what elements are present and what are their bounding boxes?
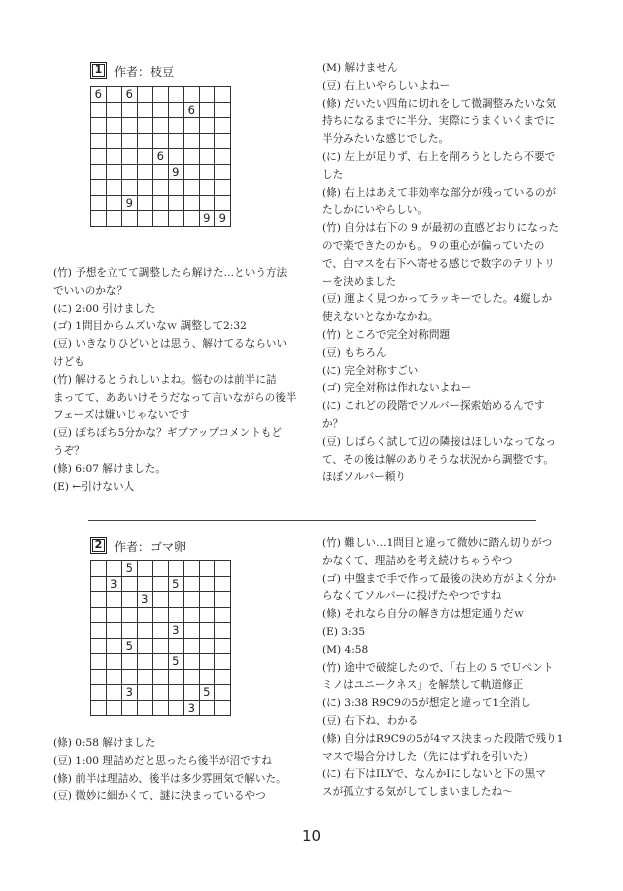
comment-line: 使えないとなかなかね。 bbox=[322, 311, 439, 324]
grid-cell bbox=[106, 654, 122, 670]
grid-cell bbox=[91, 133, 107, 149]
grid-cell: 5 bbox=[168, 576, 184, 592]
grid-cell bbox=[91, 685, 107, 701]
grid-cell bbox=[184, 133, 200, 149]
grid-cell bbox=[122, 133, 138, 149]
comment-line: (ゴ) 完全対称は作れないよねー bbox=[322, 382, 472, 395]
grid-cell: 3 bbox=[137, 592, 153, 608]
comment-line: (條) 右上はあえて非効率な部分が残っているのが bbox=[322, 186, 557, 199]
grid-cell bbox=[137, 211, 153, 227]
grid-cell: 6 bbox=[184, 102, 200, 118]
comment-line: (豆) しばらく試して辺の隣接はほしいなってなっ bbox=[322, 435, 557, 448]
comment-line: 半分みたいな感じでした。 bbox=[322, 133, 450, 146]
comment-line: (豆) いきなりひどいとは思う、解けてるならいい bbox=[53, 338, 288, 351]
grid-cell bbox=[153, 87, 169, 103]
grid-cell bbox=[215, 700, 231, 716]
grid-cell bbox=[91, 607, 107, 623]
grid-cell bbox=[184, 195, 200, 211]
grid-cell: 5 bbox=[122, 561, 138, 577]
comment-line: (豆) 運よく見つかってラッキーでした。4縦しか bbox=[322, 293, 553, 306]
grid-cell bbox=[153, 669, 169, 685]
grid-cell bbox=[168, 195, 184, 211]
comment-line: ーを決めました bbox=[322, 275, 397, 288]
comment-line: まってて、ああいけそうだなって言いながらの後半 bbox=[53, 391, 297, 404]
grid-cell bbox=[153, 211, 169, 227]
grid-cell bbox=[91, 149, 107, 165]
grid-cell bbox=[215, 195, 231, 211]
grid-cell bbox=[153, 180, 169, 196]
comment-line: ミノはユニークネス」を解禁して軌道修正 bbox=[322, 679, 524, 692]
grid-row bbox=[91, 164, 231, 180]
grid-row bbox=[91, 607, 231, 623]
comment-line: うぞ？ bbox=[53, 444, 85, 457]
puzzle-2-comments-right bbox=[322, 535, 564, 802]
grid-cell bbox=[153, 561, 169, 577]
comment-line: (竹) 難しい…1問目と違って微妙に踏ん切りがつ bbox=[322, 537, 553, 549]
comment-line: か？ bbox=[322, 417, 344, 430]
comment-line: でいいのかな？ bbox=[53, 284, 128, 297]
grid-cell bbox=[215, 102, 231, 118]
grid-cell bbox=[199, 561, 215, 577]
grid-cell bbox=[122, 669, 138, 685]
grid-cell bbox=[137, 87, 153, 103]
grid-cell bbox=[122, 576, 138, 592]
grid-cell bbox=[184, 149, 200, 165]
comment-line: (條) それなら自分の解き方は想定通りだｗ bbox=[322, 608, 525, 621]
comment-line: らなくてソルバーに投げたやつですね bbox=[322, 590, 502, 603]
grid-cell: 3 bbox=[106, 576, 122, 592]
grid-cell bbox=[106, 638, 122, 654]
comment-line: かなくて、理詰めを考え続けちゃうやつ bbox=[322, 554, 513, 567]
grid-cell bbox=[168, 561, 184, 577]
grid-cell bbox=[215, 164, 231, 180]
grid-cell bbox=[122, 607, 138, 623]
grid-cell bbox=[168, 87, 184, 103]
grid-cell: 6 bbox=[153, 149, 169, 165]
grid-cell bbox=[106, 607, 122, 623]
grid-cell bbox=[91, 638, 107, 654]
grid-cell: 6 bbox=[91, 87, 107, 103]
comment-line: (に) これどの段階でソルバー探索始めるんです bbox=[322, 400, 545, 413]
grid-row bbox=[91, 211, 231, 227]
grid-row bbox=[91, 685, 231, 701]
grid-cell bbox=[137, 149, 153, 165]
grid-cell bbox=[122, 623, 138, 639]
comment-line: けども bbox=[53, 355, 85, 368]
comment-line: フェーズは嫌いじゃないです bbox=[53, 409, 190, 422]
comment-line: (M) 4:58 bbox=[322, 643, 369, 656]
comment-line: マスで場合分けした（先にはずれを引いた） bbox=[322, 750, 534, 763]
grid-cell bbox=[153, 623, 169, 639]
grid-cell bbox=[199, 87, 215, 103]
grid-cell bbox=[137, 102, 153, 118]
puzzle-author-1: 作者：枝豆 bbox=[114, 65, 175, 79]
comment-line: (に) 左上が足りず、右上を削ろうとしたら不要で bbox=[322, 150, 556, 163]
grid-cell bbox=[215, 592, 231, 608]
grid-cell bbox=[215, 118, 231, 134]
grid-cell bbox=[137, 561, 153, 577]
grid-cell bbox=[184, 118, 200, 134]
grid-cell bbox=[215, 685, 231, 701]
grid-cell: 3 bbox=[168, 623, 184, 639]
puzzle-number-2: 2 bbox=[90, 537, 107, 554]
grid-cell bbox=[199, 149, 215, 165]
grid-row bbox=[91, 592, 231, 608]
grid-cell bbox=[91, 576, 107, 592]
grid-cell bbox=[106, 149, 122, 165]
grid-cell bbox=[106, 561, 122, 577]
puzzle-author-2: 作者：ゴマ卵 bbox=[114, 540, 187, 554]
grid-cell bbox=[137, 164, 153, 180]
grid-row bbox=[91, 638, 231, 654]
grid-cell bbox=[106, 195, 122, 211]
grid-cell bbox=[106, 700, 122, 716]
grid-cell bbox=[153, 654, 169, 670]
grid-cell bbox=[153, 102, 169, 118]
comment-line: (豆) もちろん bbox=[322, 346, 387, 359]
grid-cell: 5 bbox=[122, 638, 138, 654]
grid-cell bbox=[184, 87, 200, 103]
grid-cell bbox=[168, 638, 184, 654]
grid-cell bbox=[184, 623, 200, 639]
grid-cell bbox=[168, 669, 184, 685]
grid-cell bbox=[106, 102, 122, 118]
comment-line: で、白マスを右下へ寄せる感じで数字のテリトリ bbox=[322, 257, 555, 270]
section-divider bbox=[88, 520, 536, 521]
comment-line: (條) 前半は理詰め、後半は多少雰囲気で解いた。 bbox=[53, 772, 287, 785]
grid-cell bbox=[199, 133, 215, 149]
grid-row bbox=[91, 149, 231, 165]
grid-cell bbox=[184, 211, 200, 227]
grid-cell bbox=[106, 211, 122, 227]
comment-line: (竹) 解けるとうれしいよね。悩むのは前半に詰 bbox=[53, 373, 277, 386]
comment-line: (條) 6:07 解けました。 bbox=[53, 462, 166, 475]
grid-cell bbox=[184, 654, 200, 670]
comment-line: 持ちになるまでに半分、実際にうまくいくまでに bbox=[322, 115, 556, 128]
grid-row bbox=[91, 700, 231, 716]
grid-cell bbox=[168, 700, 184, 716]
grid-cell bbox=[122, 149, 138, 165]
grid-cell bbox=[199, 638, 215, 654]
grid-cell bbox=[168, 607, 184, 623]
comment-line: (竹) 予想を立てて調整したら解けた…という方法 bbox=[53, 267, 288, 279]
grid-cell bbox=[91, 654, 107, 670]
grid-cell bbox=[168, 211, 184, 227]
grid-cell bbox=[199, 669, 215, 685]
grid-cell bbox=[184, 576, 200, 592]
grid-cell bbox=[153, 700, 169, 716]
comment-line: ほぼソルバー頼り bbox=[322, 471, 407, 484]
grid-cell bbox=[137, 180, 153, 196]
comment-line: (豆) ぽちぽち5分かな？ギブアップコメントもど bbox=[53, 427, 282, 440]
grid-cell bbox=[122, 654, 138, 670]
grid-cell bbox=[199, 576, 215, 592]
comment-line: (E) ←引けない人 bbox=[53, 480, 135, 493]
grid-cell bbox=[106, 592, 122, 608]
grid-cell bbox=[199, 700, 215, 716]
grid-cell bbox=[168, 133, 184, 149]
grid-cell bbox=[199, 195, 215, 211]
grid-row bbox=[91, 118, 231, 134]
grid-cell bbox=[199, 180, 215, 196]
grid-cell bbox=[122, 700, 138, 716]
grid-cell bbox=[199, 102, 215, 118]
grid-cell: 6 bbox=[122, 87, 138, 103]
grid-cell bbox=[122, 164, 138, 180]
grid-cell bbox=[215, 669, 231, 685]
grid-cell bbox=[199, 654, 215, 670]
puzzle-grid-2 bbox=[90, 560, 231, 716]
comment-line: (豆) 微妙に細かくて、謎に決まっているやつ bbox=[53, 790, 266, 803]
puzzle-1-comments-left bbox=[53, 265, 296, 496]
grid-cell bbox=[199, 164, 215, 180]
grid-row bbox=[91, 623, 231, 639]
comment-line: (豆) 右下ね、わかる bbox=[322, 714, 419, 727]
grid-cell: 9 bbox=[215, 211, 231, 227]
grid-cell bbox=[106, 164, 122, 180]
grid-cell bbox=[199, 118, 215, 134]
page-number: 10 bbox=[301, 827, 322, 845]
grid-cell bbox=[153, 638, 169, 654]
grid-cell bbox=[168, 592, 184, 608]
grid-cell bbox=[91, 592, 107, 608]
puzzle-1-comments-right bbox=[322, 60, 559, 487]
comment-line: (に) 3:38 R9C9の5が想定と違って1全消し bbox=[322, 697, 531, 710]
grid-cell bbox=[215, 133, 231, 149]
grid-cell bbox=[91, 561, 107, 577]
grid-cell bbox=[168, 149, 184, 165]
grid-cell bbox=[153, 576, 169, 592]
grid-cell bbox=[137, 623, 153, 639]
grid-cell bbox=[184, 669, 200, 685]
grid-row bbox=[91, 669, 231, 685]
comment-line: (豆) 右上いやらしいよねー bbox=[322, 79, 451, 92]
puzzle-grid-1 bbox=[90, 86, 231, 227]
grid-cell bbox=[91, 700, 107, 716]
grid-cell: 5 bbox=[168, 654, 184, 670]
grid-cell bbox=[199, 623, 215, 639]
grid-cell: 9 bbox=[168, 164, 184, 180]
grid-cell bbox=[153, 164, 169, 180]
grid-cell bbox=[106, 133, 122, 149]
comment-line: (に) 完全対称すごい bbox=[322, 364, 419, 377]
grid-cell bbox=[215, 638, 231, 654]
grid-cell bbox=[91, 102, 107, 118]
comment-line: した bbox=[322, 168, 344, 181]
grid-cell bbox=[184, 607, 200, 623]
grid-row bbox=[91, 195, 231, 211]
grid-cell bbox=[91, 669, 107, 685]
grid-cell bbox=[122, 118, 138, 134]
comment-line: (竹) ところで完全対称問題 bbox=[322, 328, 451, 341]
grid-cell bbox=[106, 685, 122, 701]
grid-row bbox=[91, 133, 231, 149]
grid-cell bbox=[137, 685, 153, 701]
comment-line: (竹) 途中で破綻したので、「右上の 5 でＵペント bbox=[322, 661, 554, 674]
grid-cell bbox=[168, 685, 184, 701]
grid-cell bbox=[184, 561, 200, 577]
grid-cell bbox=[199, 592, 215, 608]
grid-cell bbox=[153, 118, 169, 134]
comment-line: (ゴ) 中盤まで手で作って最後の決め方がよく分か bbox=[322, 572, 557, 585]
grid-cell bbox=[122, 180, 138, 196]
grid-cell bbox=[122, 102, 138, 118]
grid-cell bbox=[137, 700, 153, 716]
comment-line: (條) だいたい四角に切れをして微調整みたいな気 bbox=[322, 97, 557, 110]
grid-cell bbox=[106, 118, 122, 134]
grid-row bbox=[91, 102, 231, 118]
grid-cell bbox=[215, 561, 231, 577]
grid-cell bbox=[91, 211, 107, 227]
grid-cell: 9 bbox=[122, 195, 138, 211]
grid-cell bbox=[91, 180, 107, 196]
grid-cell bbox=[106, 87, 122, 103]
grid-row bbox=[91, 576, 231, 592]
grid-cell bbox=[91, 623, 107, 639]
grid-cell bbox=[184, 180, 200, 196]
grid-cell bbox=[137, 607, 153, 623]
grid-cell bbox=[168, 118, 184, 134]
grid-cell bbox=[137, 654, 153, 670]
grid-row bbox=[91, 87, 231, 103]
comment-line: (に) 2:00 引けました bbox=[53, 302, 156, 315]
grid-cell bbox=[137, 638, 153, 654]
grid-cell bbox=[215, 576, 231, 592]
grid-cell bbox=[106, 669, 122, 685]
grid-cell bbox=[137, 669, 153, 685]
grid-cell bbox=[106, 180, 122, 196]
grid-cell bbox=[215, 180, 231, 196]
comment-line: (に) 右下はILYで、なんかIにしないと下の黒マ bbox=[322, 768, 546, 781]
comment-line: スが孤立する気がしてしまいましたね～ bbox=[322, 786, 513, 799]
grid-cell: 5 bbox=[199, 685, 215, 701]
grid-cell bbox=[215, 623, 231, 639]
grid-cell bbox=[91, 195, 107, 211]
grid-cell bbox=[184, 592, 200, 608]
grid-cell bbox=[168, 180, 184, 196]
grid-cell bbox=[91, 164, 107, 180]
grid-row bbox=[91, 654, 231, 670]
comment-line: (ゴ) 1問目からムズいなｗ 調整して2:32 bbox=[53, 320, 247, 333]
grid-cell bbox=[137, 133, 153, 149]
grid-cell bbox=[122, 592, 138, 608]
grid-cell: 3 bbox=[184, 700, 200, 716]
comment-line: て、その後は解のありそうな状況から調整です。 bbox=[322, 453, 555, 466]
comment-line: (E) 3:35 bbox=[322, 625, 366, 638]
grid-cell bbox=[106, 623, 122, 639]
comment-line: (竹) 自分は右下の 9 が最初の直感どおりになった bbox=[322, 222, 559, 235]
grid-cell bbox=[153, 685, 169, 701]
grid-cell bbox=[215, 607, 231, 623]
grid-row bbox=[91, 180, 231, 196]
comment-line: (M) 解けません bbox=[322, 62, 398, 74]
comment-line: (條) 自分はR9C9の5が4マス決まった段階で残り1 bbox=[322, 732, 564, 745]
grid-cell: 9 bbox=[199, 211, 215, 227]
grid-cell bbox=[215, 87, 231, 103]
grid-cell bbox=[137, 195, 153, 211]
grid-cell bbox=[153, 607, 169, 623]
grid-cell bbox=[137, 576, 153, 592]
grid-cell bbox=[137, 118, 153, 134]
grid-cell bbox=[199, 607, 215, 623]
puzzle-2-comments-left bbox=[53, 735, 287, 806]
grid-cell bbox=[215, 149, 231, 165]
grid-cell bbox=[184, 638, 200, 654]
grid-cell bbox=[184, 164, 200, 180]
grid-cell bbox=[153, 195, 169, 211]
comment-line: ので楽できたのかも。９の重心が偏っていたの bbox=[322, 239, 545, 252]
grid-row bbox=[91, 561, 231, 577]
grid-cell bbox=[215, 654, 231, 670]
grid-cell bbox=[91, 118, 107, 134]
grid-cell bbox=[153, 133, 169, 149]
grid-cell bbox=[168, 102, 184, 118]
comment-line: (條) 0:58 解けました bbox=[53, 737, 156, 749]
comment-line: たしかにいやらしい。 bbox=[322, 204, 428, 217]
puzzle-number-1: 1 bbox=[90, 62, 107, 79]
grid-cell bbox=[184, 685, 200, 701]
grid-cell bbox=[153, 592, 169, 608]
grid-cell bbox=[122, 211, 138, 227]
comment-line: (豆) 1:00 理詰めだと思ったら後半が沼ですね bbox=[53, 754, 272, 767]
grid-cell: 3 bbox=[122, 685, 138, 701]
